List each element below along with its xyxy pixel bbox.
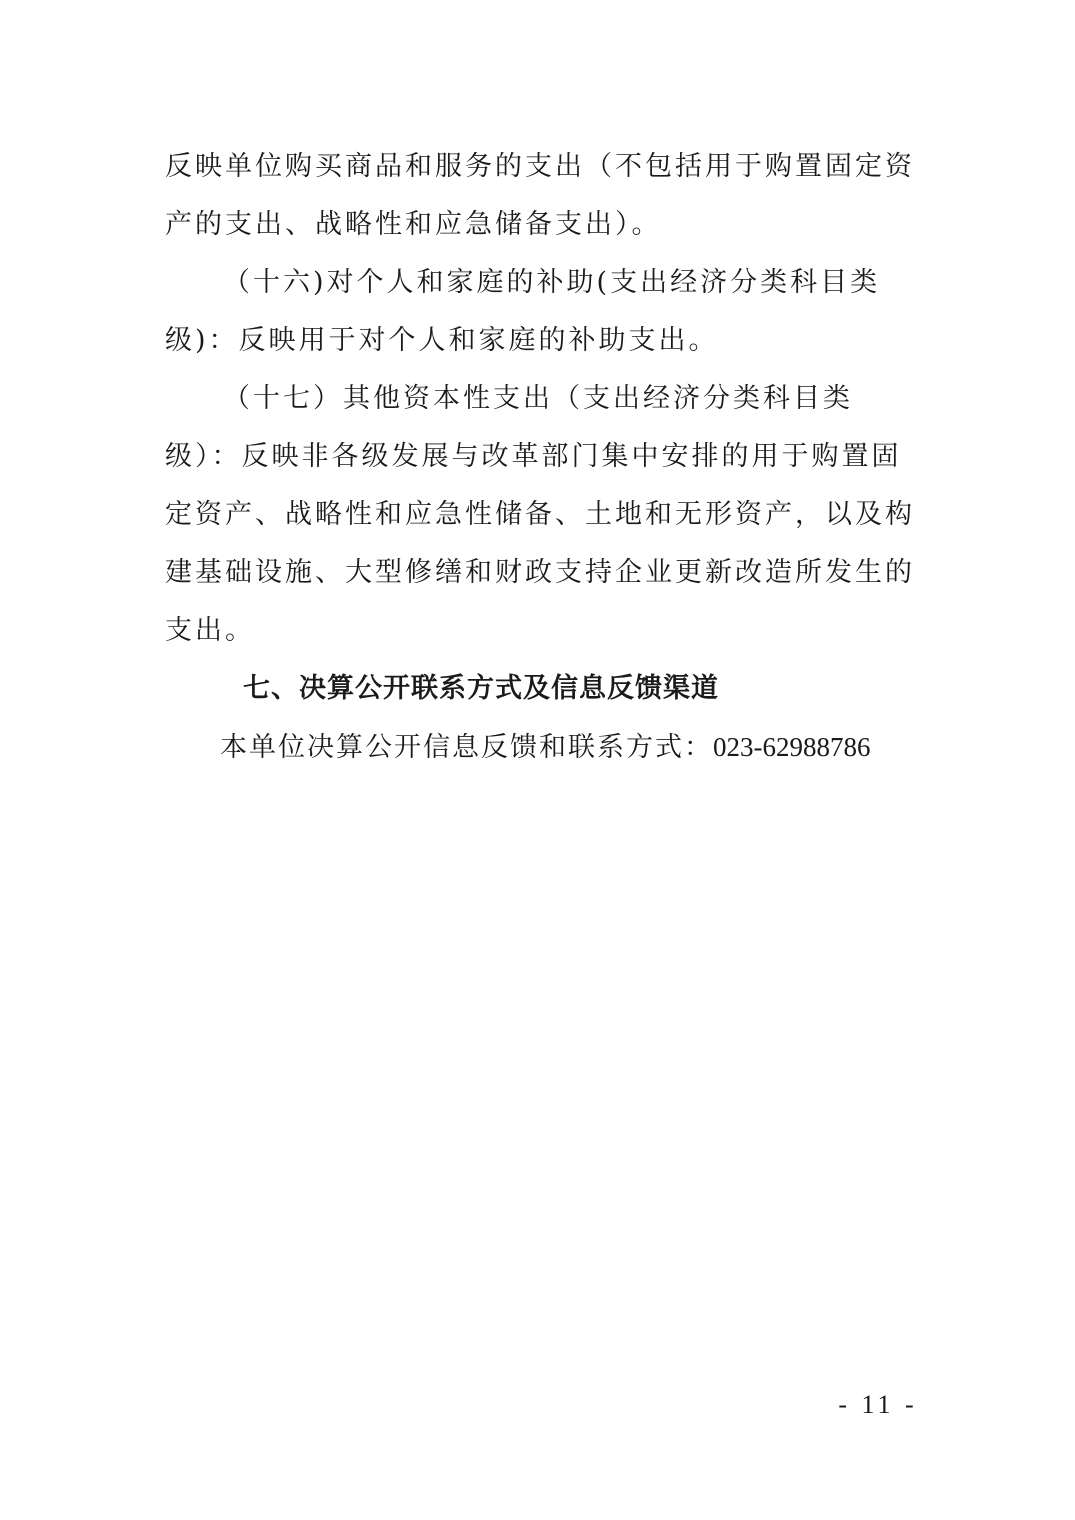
paragraph-goods-services: 反映单位购买商品和服务的支出（不包括用于购置固定资产的支出、战略性和应急储备支出）。 bbox=[165, 151, 915, 240]
page-number: - 11 - bbox=[838, 1390, 918, 1419]
contact-line bbox=[165, 718, 925, 777]
contact-label: 本单位决算公开信息反馈和联系方式： bbox=[220, 732, 713, 763]
section-heading: 七、决算公开联系方式及信息反馈渠道 bbox=[243, 673, 719, 704]
contact-phone: 023-62988786 bbox=[713, 732, 871, 762]
paragraph-other-capital-expenditure: （十七）其他资本性支出（支出经济分类科目类级）：反映非各级发展与改革部门集中安排的用于购置固定资产、战略性和应急性储备、土地和无形资产，以及构建基础设施、大型修缮和财政支持企业更新改造所发生的支出。 bbox=[165, 383, 915, 646]
paragraph-household-subsidy: （十六)对个人和家庭的补助(支出经济分类科目类级)：反映用于对个人和家庭的补助支出。 bbox=[165, 267, 881, 356]
document-body bbox=[165, 138, 925, 777]
